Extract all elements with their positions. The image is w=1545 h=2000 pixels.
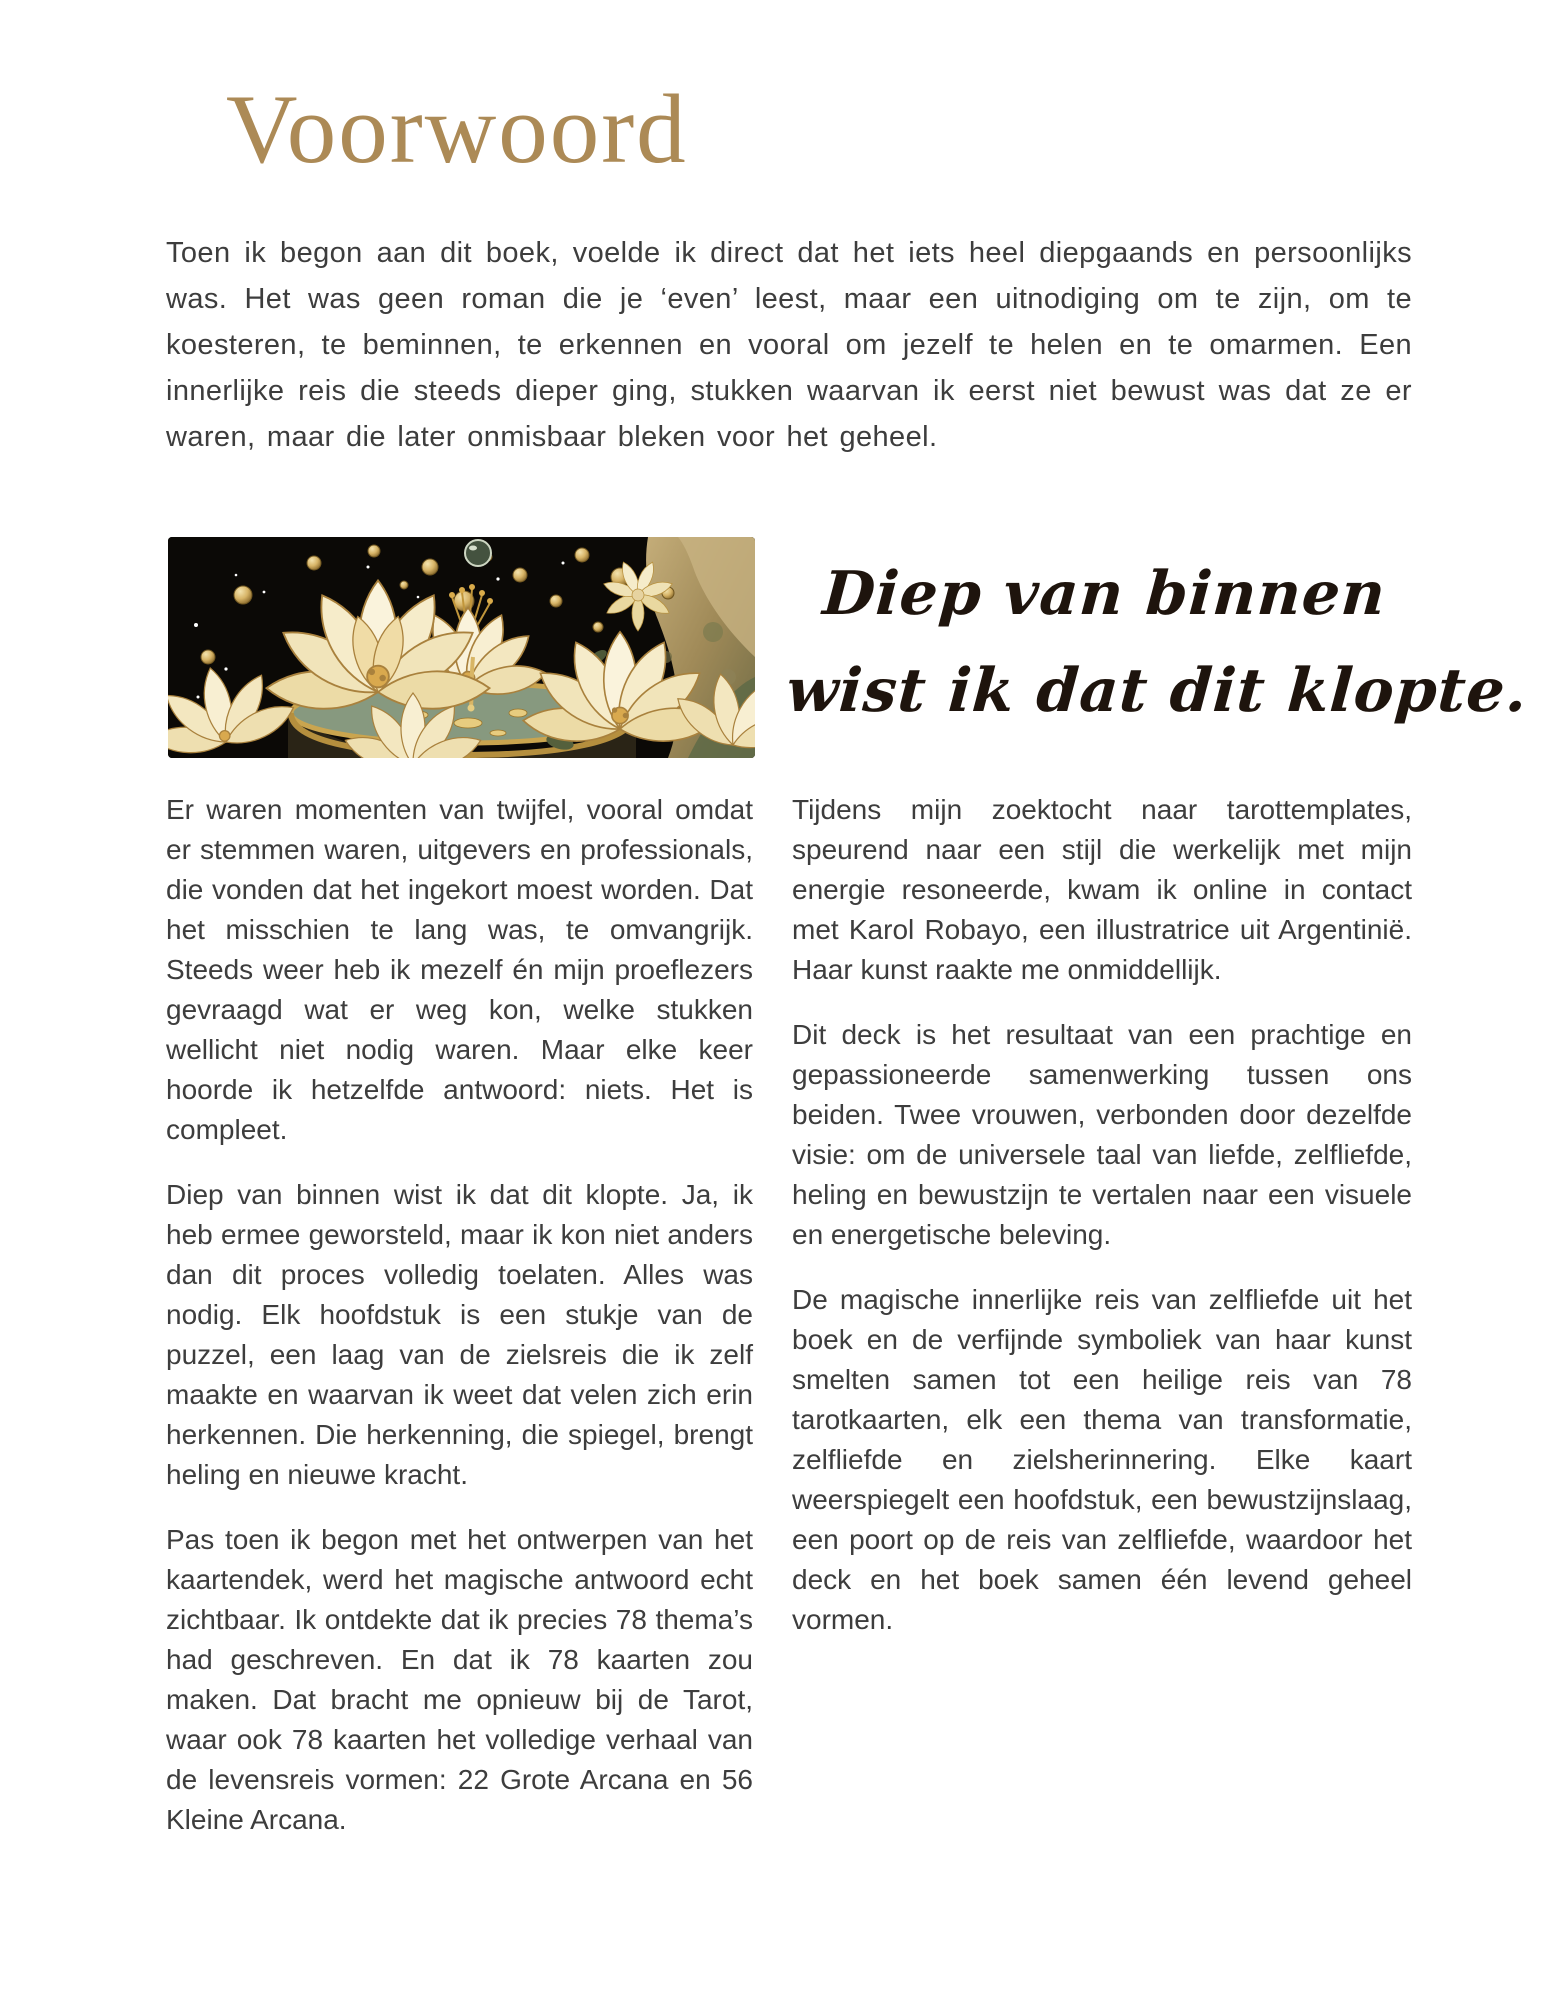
left-paragraph-3: Pas toen ik begon met het ontwerpen van het kaartendek, werd het magische antwoord echt zichtbaar. Ik ontdekte dat ik precies 78 thema’s had geschreven. En dat ik 78 kaarten zou maken. Dat bracht me opnieuw bij de Tarot, waar ook 78 kaarten het volledige verhaal van de levensreis vormen: 22 Grote Arcana en 56 Kleine Arcana. bbox=[166, 1524, 753, 1835]
pull-quote-line-2: wist ik dat dit klopte. bbox=[784, 656, 1531, 726]
left-column bbox=[166, 790, 753, 1865]
pull-quote bbox=[783, 546, 1531, 740]
two-column-body bbox=[166, 790, 1412, 1865]
intro-paragraph: Toen ik begon aan dit boek, voelde ik direct dat het iets heel diepgaands en persoonlijks was. Het was geen roman die je ‘even’ leest, maar een uitnodiging om te zijn, om te koesteren, te beminnen, te erkennen en vooral om jezelf te helen en te omarmen. Een innerlijke reis die steeds dieper ging, stukken waarvan ik eerst niet bewust was dat ze er waren, maar die later onmisbaar bleken voor het geheel. bbox=[166, 237, 1412, 453]
left-paragraph-1: Er waren momenten van twijfel, vooral omdat er stemmen waren, uitgevers en professionals, die vonden dat het ingekort moest worden. Dat het misschien te lang was, te omvangrijk. Steeds weer heb ik mezelf én mijn proeflezers gevraagd wat er weg kon, welke stukken wellicht niet nodig waren. Maar elke keer hoorde ik hetzelfde antwoord: niets. Het is compleet. bbox=[166, 794, 753, 1145]
right-paragraph-3: De magische innerlijke reis van zelfliefde uit het boek en de verfijnde symboliek van haar kunst smelten samen tot een heilige reis van 78 tarotkaarten, elk een thema van transformatie, zelfliefde en zielsherinnering. Elke kaart weerspiegelt een hoofdstuk, een bewustzijnslaag, een poort op de reis van zelfliefde, waardoor het deck en het boek samen één levend geheel vormen. bbox=[792, 1284, 1412, 1635]
lotus-artwork bbox=[168, 537, 755, 758]
lotus-artwork-svg bbox=[168, 537, 755, 758]
right-paragraph-2: Dit deck is het resultaat van een prachtige en gepassioneerde samenwerking tussen ons beiden. Twee vrouwen, verbonden door dezelfde visie: om de universele taal van liefde, zelfliefde, heling en bewustzijn te vertalen naar een visuele en energetische beleving. bbox=[792, 1019, 1412, 1250]
pull-quote-line-1: Diep van binnen bbox=[820, 559, 1389, 629]
right-column bbox=[792, 790, 1412, 1865]
right-paragraph-1: Tijdens mijn zoektocht naar tarottemplates, speurend naar een stijl die werkelijk met mijn energie resoneerde, kwam ik online in contact met Karol Robayo, een illustratrice uit Argentinië. Haar kunst raakte me onmiddellijk. bbox=[792, 794, 1412, 985]
left-paragraph-2: Diep van binnen wist ik dat dit klopte. Ja, ik heb ermee geworsteld, maar ik kon niet anders dan dit proces volledig toelaten. Alles was nodig. Elk hoofdstuk is een stukje van de puzzel, een laag van de zielsreis die ik zelf maakte en waarvan ik weet dat velen zich erin herkennen. Die herkenning, die spiegel, brengt heling en nieuwe kracht. bbox=[166, 1179, 753, 1490]
page-title: Voorwoord bbox=[226, 75, 688, 184]
